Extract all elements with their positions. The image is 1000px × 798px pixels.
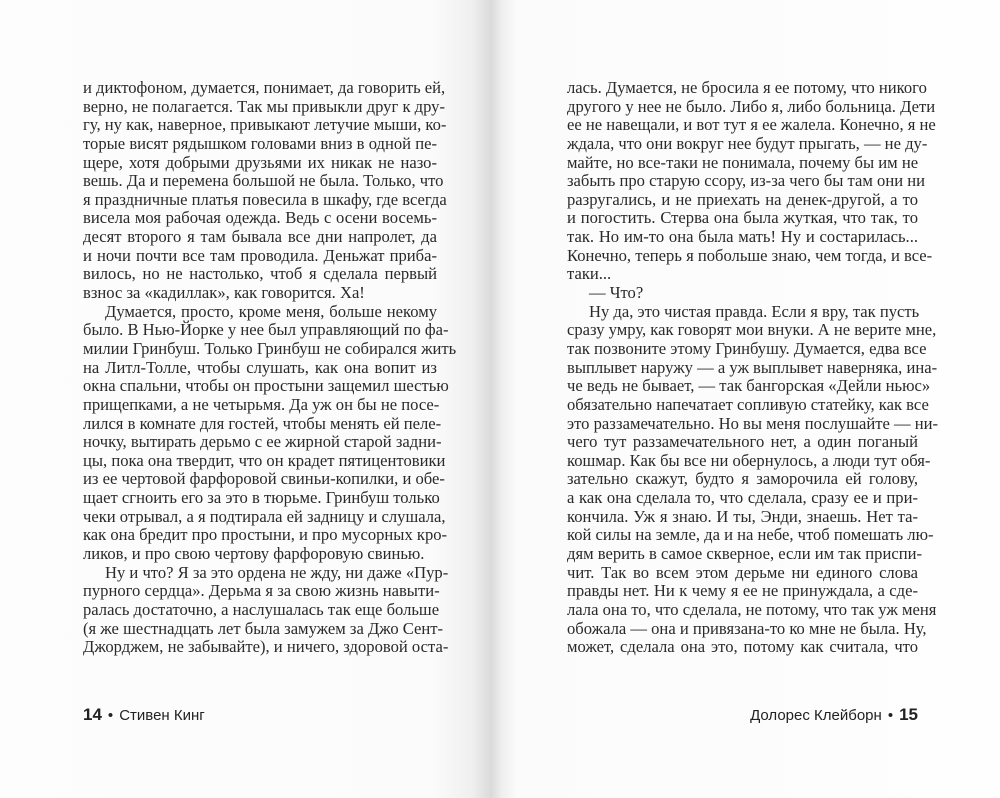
text-line: пурного сердца». Дерьма я за свою жизнь навыти- <box>83 581 440 601</box>
text-line: чит. Так во всем этом дерьме ни единого слова <box>567 562 918 582</box>
text-line: лась. Думается, не бросила я ее потому, что никого <box>567 78 927 97</box>
text-line: а как она сделала то, что сделала, сразу ее и при- <box>567 488 918 508</box>
text-line: Конечно, теперь я побольше знаю, чем тогда, и все- <box>567 245 933 265</box>
text-line: как она бредит про простыни, и про мусорных кро- <box>83 525 448 545</box>
text-line: висела моя рабочая одежда. Ведь с осени восемь- <box>83 208 437 228</box>
text-line: вешь. Да и перемена большой не была. Только, что <box>83 171 444 191</box>
text-line: забыть про старую ссору, из-за чего бы там они ни <box>567 171 925 191</box>
text-line: ждала, что они вокруг нее будут прыгать, — не ду- <box>567 133 928 153</box>
text-line: кончила. Уж я знаю. И ты, Энди, знаешь. Нет та- <box>567 506 918 526</box>
text-line: Думается, просто, кроме меня, больше некому <box>105 301 437 321</box>
footer-bullet: • <box>107 707 114 724</box>
text-line: щере, хотя добрыми друзьями их никак не назо- <box>83 152 437 172</box>
text-line: чеки отрывал, а я подтирала ей задницу и слушала, <box>83 506 446 526</box>
text-line: десят второго я там бывала все дни напролет, да <box>83 227 437 247</box>
text-line: лился в комнате для гостей, чтобы менять ей пеле- <box>83 413 442 433</box>
text-line: выплывет наружу — а уж выплывет наверняка, ина- <box>567 357 938 377</box>
text-line: щает сгноить его за это в тюрьме. Гринбуш только <box>83 488 440 508</box>
text-line: че ведь не бывает, — так бангорская «Дейли ньюс» <box>567 376 931 396</box>
text-line: разругались, и не приехать на денек-другой, а то <box>567 189 918 209</box>
page-footer <box>750 705 918 725</box>
text-line: гу, ну как, наверное, привыкают летучие мыши, ко- <box>83 115 447 135</box>
text-line: обожала — она и привязана-то ко мне не была. Ну, <box>567 618 927 638</box>
text-line: кой силы на земле, да и на небе, чтоб помешать лю- <box>567 525 934 545</box>
page-number: 15 <box>899 705 918 724</box>
text-line: и ночи почти все там проводила. Деньжат приба- <box>83 245 437 265</box>
text-line: Джорджем, не забывайте), и ничего, здоровой оста- <box>83 637 449 657</box>
left-page <box>0 0 492 798</box>
text-line: ликов, и про свою чертову фарфоровую свинью. <box>83 544 425 564</box>
text-line: на Литл-Толле, чтобы слушать, как она вопит из <box>83 357 437 377</box>
page-number: 14 <box>83 705 102 724</box>
text-line: и диктофоном, думается, понимает, да говорить ей, <box>83 78 446 97</box>
text-line: Ну и что? Я за это ордена не жду, ни даже «Пур- <box>105 562 449 582</box>
text-line: милии Гринбуш. Только Гринбуш не собирался жить <box>83 338 457 358</box>
text-line: вилось, но не настолько, чтоб я сделала первый <box>83 264 437 284</box>
text-line: майте, но все-таки не понимала, почему бы им не <box>567 152 919 172</box>
text-line: другого у нее не было. Либо я, либо больница. Дети <box>567 96 936 116</box>
body-text <box>567 78 939 657</box>
text-line: ночку, вытирать дерьмо с ее жирной старой задни- <box>83 432 442 452</box>
text-line: цы, пока она твердит, что он крадет пятицентовики <box>83 450 446 470</box>
text-line: правды нет. Ни к чему я ее не принуждала, а сде- <box>567 581 918 601</box>
text-line: (я же шестнадцать лет была замужем за Джо Сент- <box>83 618 444 638</box>
text-line: дям верить в самое скверное, если им так приспи- <box>567 544 922 564</box>
text-line: было. В Нью-Йорке у нее был управляющий по фа- <box>83 320 449 340</box>
text-line: окна спальни, чтобы он простыни защемил шестью <box>83 376 449 396</box>
text-line: и погостить. Стерва она была жуткая, что так, то <box>567 208 918 228</box>
right-page <box>492 0 1000 798</box>
text-line: прищепками, а не четырьмя. Да уж он бы не посе- <box>83 394 440 414</box>
text-line: Ну да, это чистая правда. Если я вру, так пусть <box>589 301 920 321</box>
text-line: лала она то, что сделала, не потому, что так уж меня <box>567 599 937 619</box>
text-line: может, сделала она это, потому как считала, что <box>567 637 918 657</box>
page-footer <box>83 705 205 725</box>
text-line: я праздничные платья повесила в шкафу, где всегда <box>83 189 447 209</box>
text-line: так позвоните этому Гринбушу. Думается, едва все <box>567 338 927 358</box>
running-head: Стивен Кинг <box>119 707 205 724</box>
text-line: таки... <box>567 264 612 284</box>
text-line: кошмар. Как бы все ни обернулось, а люди тут обя- <box>567 450 931 470</box>
text-line: чего тут раззамечательного нет, а один поганый <box>567 432 918 452</box>
text-line: так. Но им-то она была мать! Ну и состарилась... <box>567 227 918 247</box>
text-line: зательно скажут, будто я заморочила ей голову, <box>567 469 918 489</box>
text-line: — Что? <box>589 283 644 303</box>
text-line: ее не навещали, и вот тут я ее жалела. Конечно, я не <box>567 115 936 135</box>
footer-bullet: • <box>887 707 894 724</box>
text-line: из ее чертовой фарфоровой свиньи-копилки, и обе- <box>83 469 445 489</box>
text-line: торые висят рядышком головами вниз в одной пе- <box>83 133 437 153</box>
text-line: сразу умру, как говорят мои внуки. А не верите мне, <box>567 320 937 340</box>
body-text <box>83 78 457 657</box>
text-line: ралась достаточно, а наслушалась так еще больше <box>83 599 440 619</box>
text-line: взнос за «кадиллак», как говорится. Ха! <box>83 283 365 303</box>
text-line: это раззамечательно. Но вы меня послушайте — ни- <box>567 413 939 433</box>
text-line: обязательно напечатает сопливую статейку, как все <box>567 394 929 414</box>
text-line: верно, не полагается. Так мы привыкли друг к дру- <box>83 96 445 116</box>
running-head: Долорес Клейборн <box>750 707 882 724</box>
